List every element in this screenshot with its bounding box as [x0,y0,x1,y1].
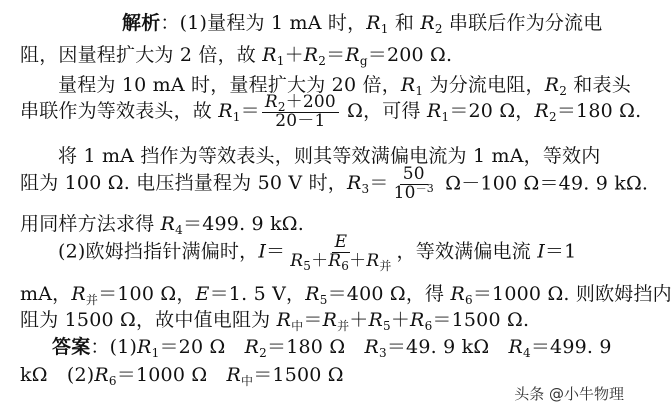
symbol-r: R [544,74,560,96]
fraction-r1 [262,94,339,131]
text-seq: 用同样方法求得 $R_4=499$. 9 kΩ. [20,213,304,237]
text-seq: 阻为 1500 Ω，故中值电阻为 $R_中=R_并+R_5+R_6=1500$ Ω. [20,309,530,333]
analysis-heading: 解析 [122,12,161,34]
fraction-numerator: 50 [400,166,428,185]
analysis-line-7 [20,209,304,236]
symbol-r: R [450,283,466,305]
watermark: 头条 @小牛物理 [510,382,628,405]
subscript: g [359,54,368,68]
text-seq: 串联作为等效表头，故 $R_1=$ [20,100,260,125]
subscript: 5 [383,319,391,333]
subscript: 3 [379,346,387,360]
subscript: 中 [241,374,254,388]
subscript: 并 [379,258,392,273]
subscript: 2 [549,110,557,125]
symbol-r: R [534,100,549,123]
analysis-line-3 [58,70,631,97]
symbol-r: R [264,92,278,112]
subscript: 并 [85,293,99,307]
symbol-r: R [347,172,362,195]
symbol-r: R [322,309,338,331]
subscript: 2 [434,22,443,36]
subscript: 1 [232,110,241,125]
symbol-r: R [328,250,342,271]
subscript: 6 [108,374,117,388]
symbol-r: R [303,44,319,66]
symbol-r: R [262,44,277,66]
subscript: 4 [175,223,183,237]
symbol-r: R [71,283,86,305]
subscript: 1 [276,54,285,68]
analysis-line-9 [20,279,672,306]
fraction-denominator: 20－1 [275,110,326,131]
symbol-e: E [334,232,348,252]
subscript: 1 [380,22,389,36]
symbol-r: R [400,74,416,96]
answer-heading: 答案 [52,336,91,358]
symbol-r: R [226,364,242,386]
text-seq: 阻为 100 Ω. 电压挡量程为 50 V 时，$R_3=$ [20,172,389,197]
subscript: 2 [559,84,568,98]
subscript: 1 [415,84,424,98]
subscript: 5 [319,293,328,307]
subscript: 6 [424,319,433,333]
text-seq: ：$(1)R_1=20$ Ω $R_2=180$ Ω $R_3=49$. 9 kΩ $R_4=499$. 9 [90,336,612,360]
analysis-line-2 [20,40,452,67]
text-seq: Ω，可得 $R_1=20$ Ω，$R_2=180$ Ω. [340,100,642,125]
paragraph-text: 将 1 mA 挡作为等效表头，则其等效满偏电流为 1 mA，等效内 [58,145,601,167]
symbol-r: R [94,364,109,386]
subscript: 5 [303,258,312,273]
subscript: 并 [337,319,350,333]
text-seq: (2)欧姆挡指针满偏时，I＝ [58,240,286,263]
symbol-r: R [305,283,320,305]
answer-line-2 [20,360,344,387]
symbol-r: R [366,250,380,271]
symbol-r: R [366,12,381,34]
symbol-r: R [290,250,304,271]
analysis-line-1 [122,8,603,35]
subscript: 4 [523,346,531,360]
symbol-r: R [368,309,383,331]
subscript: 2 [318,54,327,68]
text-seq: 阻，因量程扩大为 2 倍，故 $R_1+R_2=R_g=200$ Ω. [20,44,453,68]
symbol-r: R [137,336,152,358]
fraction-numerator: $R_2+200$ [262,94,339,113]
fraction-denominator: $10^{-3}$ [393,181,435,203]
paragraph-text: Ω－100 Ω＝49. 9 kΩ. [439,172,649,195]
analysis-line-10 [20,305,529,332]
fraction-current [287,234,394,271]
symbol-e: E [195,283,210,305]
symbol-r: R [276,309,292,331]
subscript: 1 [441,110,450,125]
symbol-r: R [508,336,524,358]
symbol-i: I [258,240,267,263]
analysis-line-4 [20,94,641,131]
analysis-line-5 [58,141,600,168]
subscript: 6 [465,293,473,307]
subscript: 2 [259,346,268,360]
text-seq: ，等效满偏电流 I＝1 [396,240,577,263]
superscript: －3 [415,181,435,195]
analysis-line-8 [58,234,576,271]
symbol-i: I [537,240,545,263]
answer-line-1 [52,332,612,359]
subscript: 中 [291,319,304,333]
symbol-r: R [364,336,379,358]
subscript: 3 [361,182,370,197]
symbol-r: R [420,12,435,34]
text-seq: kΩ $(2)R_6=1000$ Ω $R_中=1500$ Ω [20,364,344,388]
text-seq: mA，$R_并=100$ Ω，E＝1. 5 V，$R_5=400$ Ω，得 $R_6=1000$ Ω. 则欧姆挡内 [20,283,672,307]
symbol-r: R [160,213,176,235]
symbol-r: R [218,100,233,123]
text-seq: 量程为 10 mA 时，量程扩大为 20 倍，$R_1$ 为分流电阻，$R_2$ 和表头 [58,74,631,98]
symbol-r: R [345,44,360,66]
symbol-r: R [244,336,260,358]
subscript: 1 [151,346,160,360]
fraction-denominator: $R_5+R_6+R_并$ [290,250,392,273]
analysis-line-6 [20,166,648,203]
fraction-r3 [391,166,437,203]
subscript: 2 [277,100,286,114]
subscript: 6 [341,258,350,273]
text-seq: ：(1)量程为 1 mA 时，$R_1$ 和 $R_2$ 串联后作为分流电 [160,12,603,36]
symbol-r: R [426,100,442,123]
symbol-r: R [410,309,425,331]
